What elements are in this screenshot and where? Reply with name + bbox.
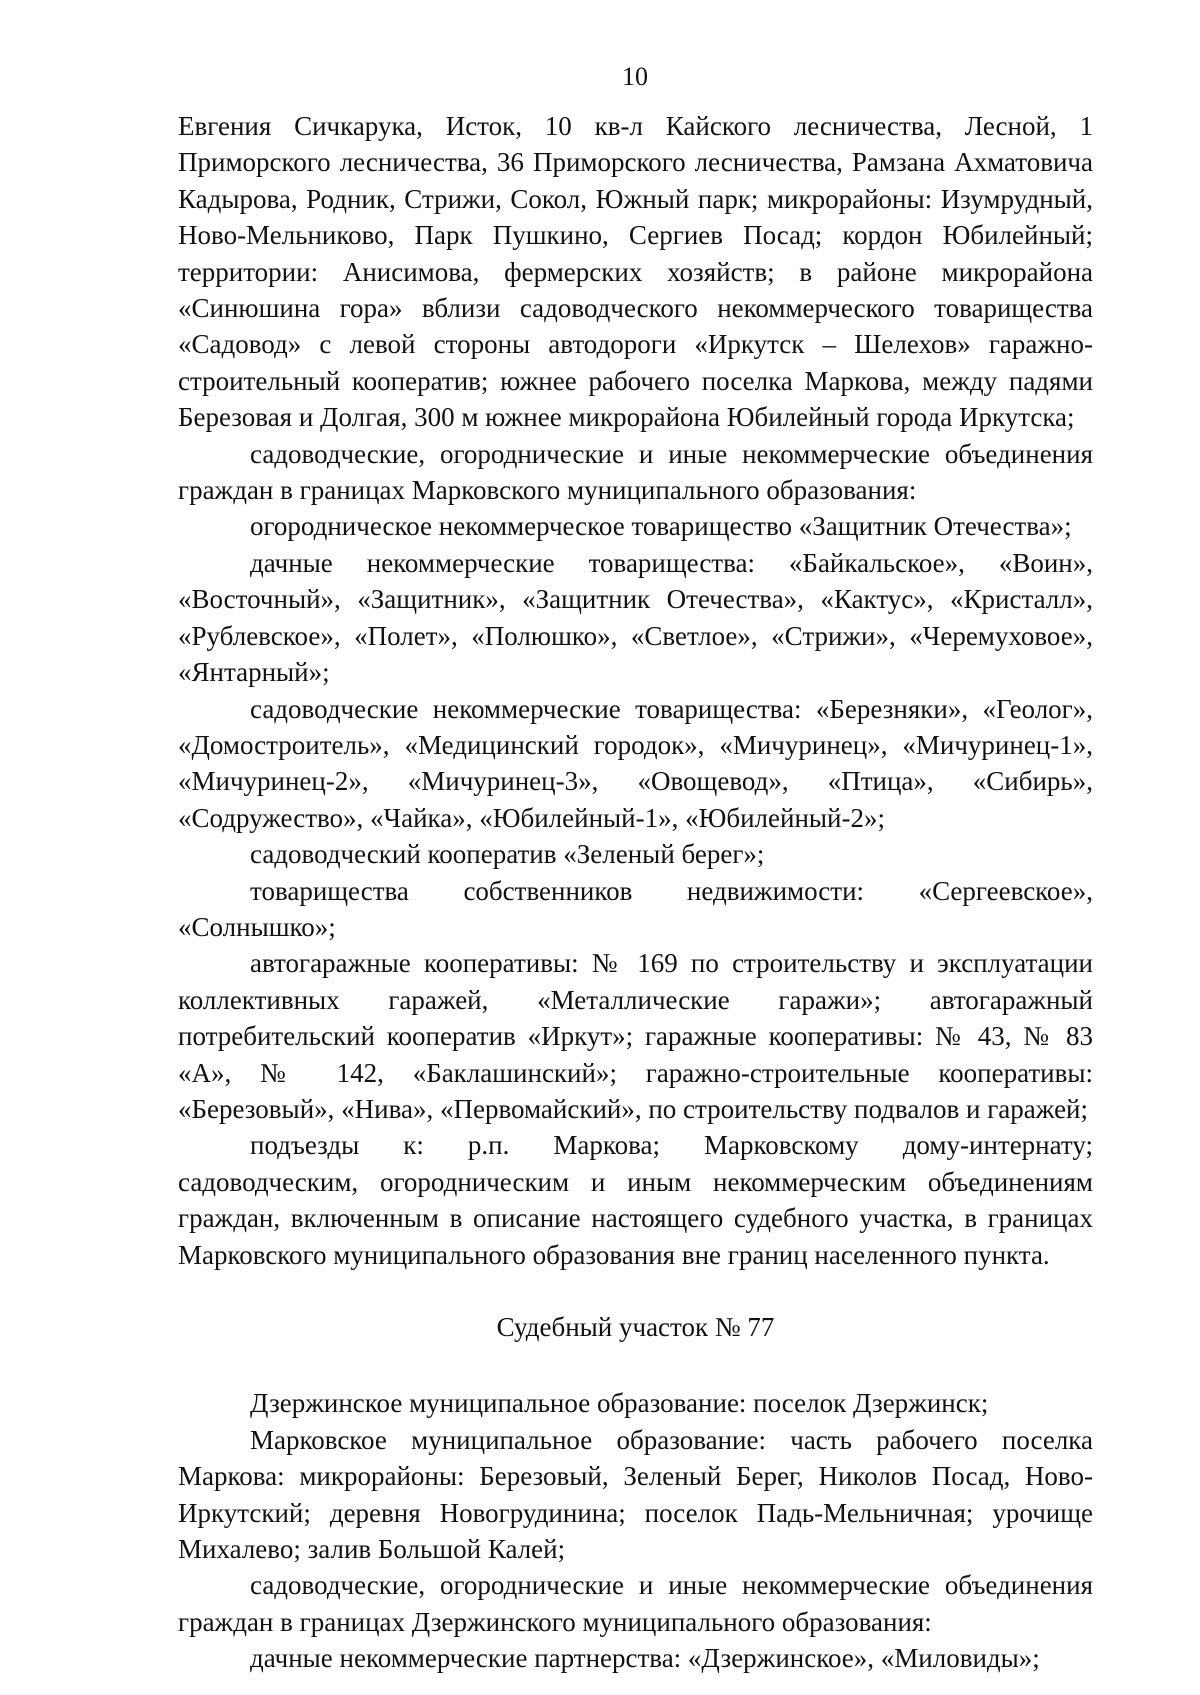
paragraph: дачные некоммерческие партнерства: «Дзержинское», «Миловиды»;: [250, 1643, 1040, 1674]
page-number: 10: [622, 62, 648, 91]
paragraph: Дзержинское муниципальное образование: поселок Дзержинск;: [250, 1388, 989, 1419]
paragraph: товарищества собственников недвижимости: «Сергеевское», «Солнышко»;: [178, 875, 1093, 942]
paragraph: огородническое некоммерческое товарищество «Защитник Отечества»;: [250, 511, 1072, 542]
paragraph: садоводческий кооператив «Зеленый берег»;: [250, 839, 765, 870]
section-heading: [178, 1309, 1093, 1345]
paragraph: автогаражные кооперативы: № 169 по строительству и эксплуатации коллективных гаражей, «Металлические гаражи»; автогаражный потребительский кооператив «Иркут»; гаражные кооперативы: № 43, № 83 «А», № 142, «Баклашинский»; гаражно-строительные кооперативы: «Березовый», «Нива», «Первомайский», по строительству подвалов и гаражей;: [178, 948, 1093, 1124]
paragraph: подъезды к: р.п. Маркова; Марковскому дому-интернату; садоводческим, огородническим и иным некоммерческим объединениям граждан, включенным в описание настоящего судебного участка, в границах Марковского муниципального образования вне границ населенного пункта.: [178, 1130, 1093, 1270]
paragraph-continuation: Евгения Сичкарука, Исток, 10 кв-л Кайского лесничества, Лесной, 1 Приморского лесничества, 36 Приморского лесничества, Рамзана Ахматовича Кадырова, Родник, Стрижи, Сокол, Южный парк; микрорайоны: Изумрудный, Ново-Мельниково, Парк Пушкино, Сергиев Посад; кордон Юбилейный; территории: Анисимова, фермерских хозяйств; в районе микрорайона «Синюшина гора» вблизи садоводческого некоммерческого товарищества «Садовод» с левой стороны автодороги «Иркутск – Шелехов» гаражно-строительный кооператив; южнее рабочего поселка Маркова, между падями Березовая и Долгая, 300 м южнее микрорайона Юбилейный города Иркутска;: [178, 111, 1093, 433]
paragraph: дачные некоммерческие товарищества: «Байкальское», «Воин», «Восточный», «Защитник», «Защитник Отечества», «Кактус», «Кристалл», «Рублевское», «Полет», «Полюшко», «Светлое», «Стрижи», «Черемуховое», «Янтарный»;: [178, 547, 1093, 688]
paragraph: садоводческие, огороднические и иные некоммерческие объединения граждан в границах Дзержинского муниципального образования:: [178, 1570, 1093, 1637]
document-body: [178, 108, 1093, 1677]
paragraph: Марковское муниципальное образование: часть рабочего поселка Маркова: микрорайоны: Березовый, Зеленый Берег, Николов Посад, Ново-Иркутский; деревня Новогрудинина; поселок Падь-Мельничная; урочище Михалево; залив Большой Калей;: [178, 1424, 1093, 1565]
paragraph: садоводческие некоммерческие товарищества: «Березняки», «Геолог», «Домостроитель», «Медицинский городок», «Мичуринец», «Мичуринец-1», «Мичуринец-2», «Мичуринец-3», «Овощевод», «Птица», «Сибирь», «Содружество», «Чайка», «Юбилейный-1», «Юбилейный-2»;: [178, 693, 1093, 833]
paragraph: садоводческие, огороднические и иные некоммерческие объединения граждан в границах Марковского муниципального образования:: [178, 438, 1093, 506]
section-heading-text: Судебный участок № 77: [496, 1312, 775, 1342]
